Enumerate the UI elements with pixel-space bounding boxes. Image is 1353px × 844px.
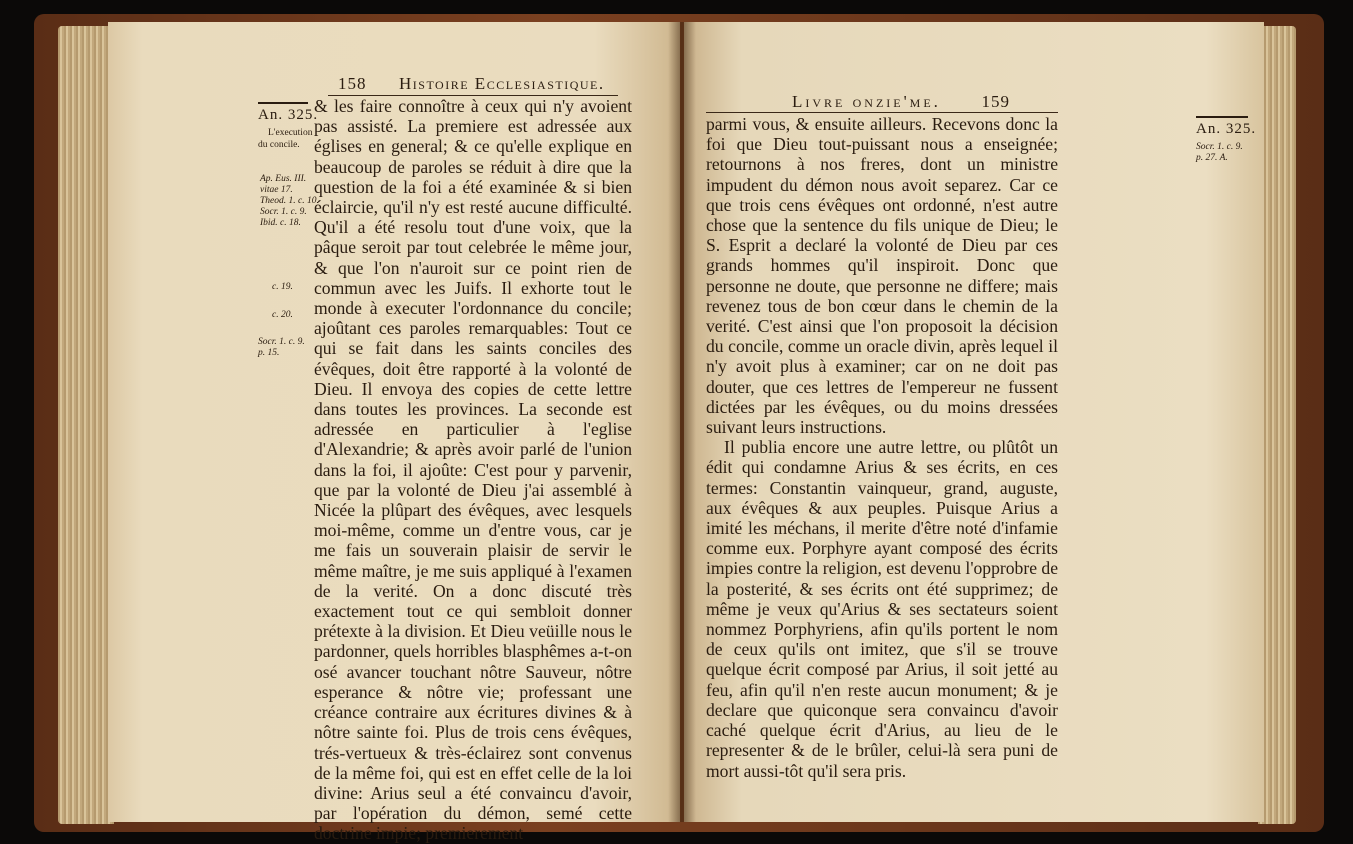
left-margin-year: An. 325.: [258, 107, 319, 123]
right-margin-rule: [1196, 116, 1248, 118]
left-margin-subject-2: du concile.: [258, 140, 300, 150]
left-margin-rule: [258, 102, 308, 104]
left-margin-ref: Theod. 1. c. 10.: [260, 196, 319, 206]
left-margin-ref: c. 20.: [272, 310, 293, 320]
right-paragraph-2: Il publia encore une autre lettre, ou plûtôt un édit qui condamne Arius & ses écrits, en ces termes: Constantin vainqueur, grand, auguste, aux évêques & aux peuples. Puisque Arius a imité les méchans, il merite d'être noté d'infamie comme eux. Porphyre ayant composé des écrits impies contre la religion, est devenu l'opprobre de la posterité, & ses écrits ont été supprimez; de même je veux qu'Arius & ses sectateurs soient nommez Porphyriens, afin qu'ils portent le nom de ceux qu'ils ont imitez, que s'il se trouve quelque écrit composé par Arius, il soit jetté au feu, afin qu'il n'en reste aucun monument; & je declare que quiconque sera convaincu d'avoir caché quelque écrit d'Arius, au lieu de le representer & de le brûler, celui-là sera puni de mort aussi-tôt qu'il sera pris.: [706, 437, 1059, 781]
left-margin-ref: Ap. Eus. III.: [260, 174, 307, 184]
right-paragraph-1: parmi vous, & ensuite ailleurs. Recevons donc la foi que Dieu tout-puissant nous a enseignée; retournons à nos freres, dont un ministre impudent du démon nous avoit separez. Car ce que trois cens évêques ont ordonné, n'est autre chose que la sentence du fils unique de Dieu; le S. Esprit a declaré la volonté de Dieu par ces grands hommes qu'il inspiroit. Donc que personne ne doute, que personne ne differe; mais revenez tous de bon cœur dans le chemin de la verité. C'est ainsi que l'on proposoit la décision du concile, comme un oracle divin, après lequel il n'y avoit plus à examiner; car on ne doit pas douter, que ces lettres de l'empereur ne fussent dictées par les évêques, ou du moins dressées suivant leurs instructions.: [706, 114, 1058, 438]
left-page-number: 158: [338, 74, 367, 93]
left-margin-ref: Socr. 1. c. 9.: [260, 207, 307, 217]
book-gutter: [668, 22, 696, 822]
left-running-head: [338, 74, 605, 94]
left-margin-ref: vitae 17.: [260, 185, 293, 195]
left-margin-ref: Socr. 1. c. 9.: [258, 337, 305, 347]
left-margin-ref: c. 19.: [272, 282, 293, 292]
left-margin-ref: p. 15.: [258, 348, 280, 358]
left-paragraph-1: & les faire connoître à ceux qui n'y avoient pas assisté. La premiere est adressée aux églises en general; & ce qu'elle explique en beaucoup de paroles se réduit à dire que la question de la foi a été examinée & si bien éclaircie, qu'il n'y est resté aucune difficulté. Qu'il a été resolu tout d'une voix, que la pâque seroit par tout celebrée le même jour, & que l'on n'auroit sur ce point rien de commun avec les Juifs. Il exhorte tout le monde à executer l'ordonnance du concile; ajoûtant ces paroles remarquables: Tout ce qui se fait dans les saints conciles des évêques, doit être rapporté à la volonté de Dieu. Il envoya des copies de cette lettre dans toutes les provinces. La seconde est adressée en particulier à l'eglise d'Alexandrie; & après avoir parlé de l'union dans la foi, il ajoûte: C'est pour y parvenir, que par la volonté de Dieu j'ai assemblé à Nicée la plûpart des évêques, avec lesquels moi-même, comme un d'entre vous, car je me fais un souverain plaisir de servir le même maître, je me suis appliqué à l'examen de la verité. On a donc discuté très exactement tout ce qui sembloit donner prétexte à la division. Et Dieu veüille nous le pardonner, quels horribles blasphêmes a-t-on osé avancer touchant nôtre Sauveur, nôtre esperance & nôtre vie; professant une créance contraire aux écritures divines & à nôtre sainte foi. Plus de trois cens évêques, trés-vertueux & très-éclairez sont convenus de la même foi, qui est en effet celle de la loi divine: Arius seul a été convaincu d'avoir, par l'opération du démon, semé cette doctrine impie; premierement: [314, 96, 632, 844]
right-page-number: 159: [981, 92, 1010, 111]
right-header-rule: [706, 112, 1058, 113]
left-margin-subject-1: L'execution: [268, 128, 313, 138]
page-edges-left: [58, 26, 114, 824]
left-body-text: [314, 96, 632, 844]
right-margin-ref: p. 27. A.: [1196, 153, 1228, 163]
right-margin-ref: Socr. 1. c. 9.: [1196, 142, 1243, 152]
left-page: [108, 22, 680, 844]
right-header-title: Livre onzie'me.: [792, 92, 941, 111]
right-page: [684, 22, 1264, 822]
right-margin-year: An. 325.: [1196, 121, 1257, 137]
left-header-title: Histoire Ecclesiastique.: [399, 74, 605, 93]
left-margin-ref: Ibid. c. 18.: [260, 218, 301, 228]
right-running-head: [792, 92, 1010, 112]
right-body-text: [706, 114, 1058, 781]
